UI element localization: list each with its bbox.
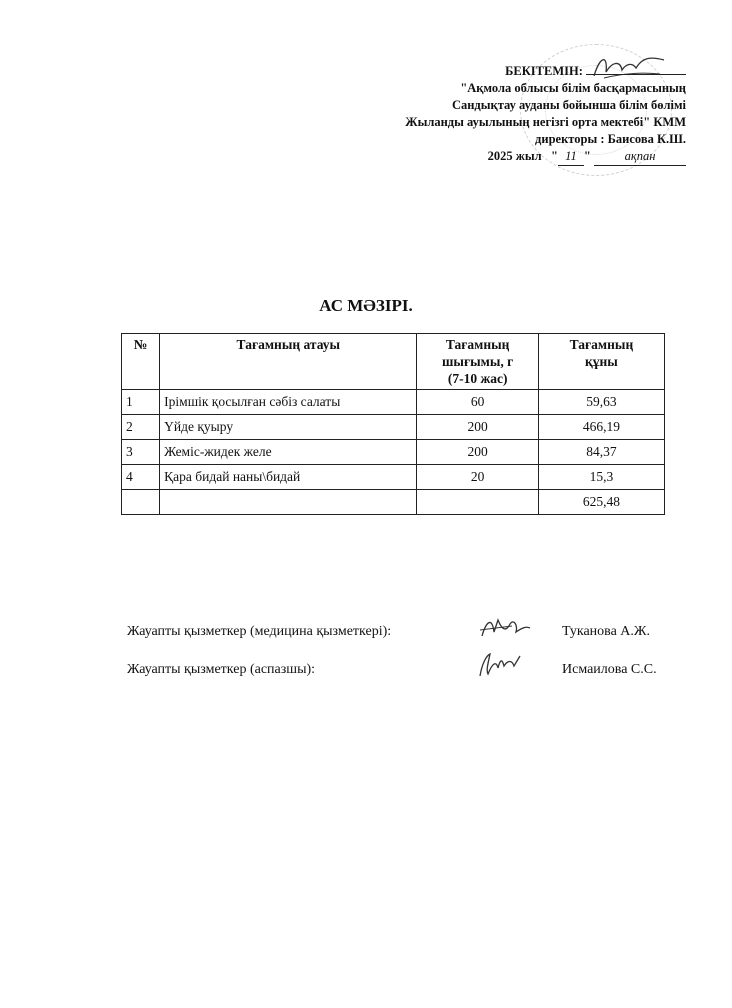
row-yield: 60 [417,390,538,415]
row-dish-name: Ірімшік қосылған сәбіз салаты [160,390,417,415]
row-num: 3 [122,440,160,465]
total-num [122,490,160,515]
header-yield-line2: шығымы, г [442,354,514,369]
signature-line [586,62,686,75]
menu-table [121,333,665,515]
header-yield-line1: Тағамның [445,337,510,352]
staff-role: Жауапты қызметкер (аспазшы): [127,662,316,677]
row-price: 466,19 [538,415,664,440]
row-dish-name: Қара бидай наны\бидай [160,465,417,490]
header-price-line2: құны [584,354,618,369]
row-dish-name: Жеміс-жидек желе [160,440,417,465]
row-yield: 20 [417,465,538,490]
total-name [160,490,417,515]
header-name: Тағамның атауы [160,334,417,390]
table-row [122,465,665,490]
header-yield [417,334,538,390]
total-price: 625,48 [538,490,664,515]
row-num: 1 [122,390,160,415]
approval-year: 2025 жыл [487,149,542,163]
staff-role: Жауапты қызметкер (медицина қызметкері): [127,624,392,639]
header-num: № [122,334,160,390]
table-row [122,415,665,440]
staff-person: Исмаилова С.С. [562,662,657,677]
row-price: 15,3 [538,465,664,490]
page-title: АС МӘЗІРІ. [319,296,413,315]
approval-month: ақпан [594,148,686,166]
staff-row-cook [127,662,687,684]
row-yield: 200 [417,415,538,440]
table-header-row [122,334,665,390]
row-dish-name: Үйде қуыру [160,415,417,440]
row-price: 84,37 [538,440,664,465]
approval-day: 11 [558,148,584,166]
table-row [122,440,665,465]
staff-row-medical [127,624,687,646]
org-line-1: "Ақмола облысы білім басқармасының [460,81,686,95]
org-line-2: Сандықтау ауданы бойынша білім бөлімі [451,98,686,112]
total-yield [417,490,538,515]
row-price: 59,63 [538,390,664,415]
row-num: 2 [122,415,160,440]
header-price-line1: Тағамның [569,337,634,352]
header-price [538,334,664,390]
row-num: 4 [122,465,160,490]
table-total-row [122,490,665,515]
cook-signature [472,650,532,680]
row-yield: 200 [417,440,538,465]
table-row [122,390,665,415]
approval-block: БЕКІТЕМІН: "Ақмола облысы білім басқармасының Сандықтау ауданы бойынша білім бөлімі Жыланды ауылының негізгі орта мектебі" КММ директоры : Баисова К.Ш. 2025 жыл " 11 " ақпан [266,62,686,166]
header-yield-line3: (7-10 жас) [447,371,508,386]
director-line: директоры : Баисова К.Ш. [535,132,686,146]
staff-person: Туканова А.Ж. [562,624,650,639]
medical-signature [472,612,532,642]
org-line-3: Жыланды ауылының негізгі орта мектебі" КММ [405,115,686,129]
approval-label: БЕКІТЕМІН: [505,64,583,78]
